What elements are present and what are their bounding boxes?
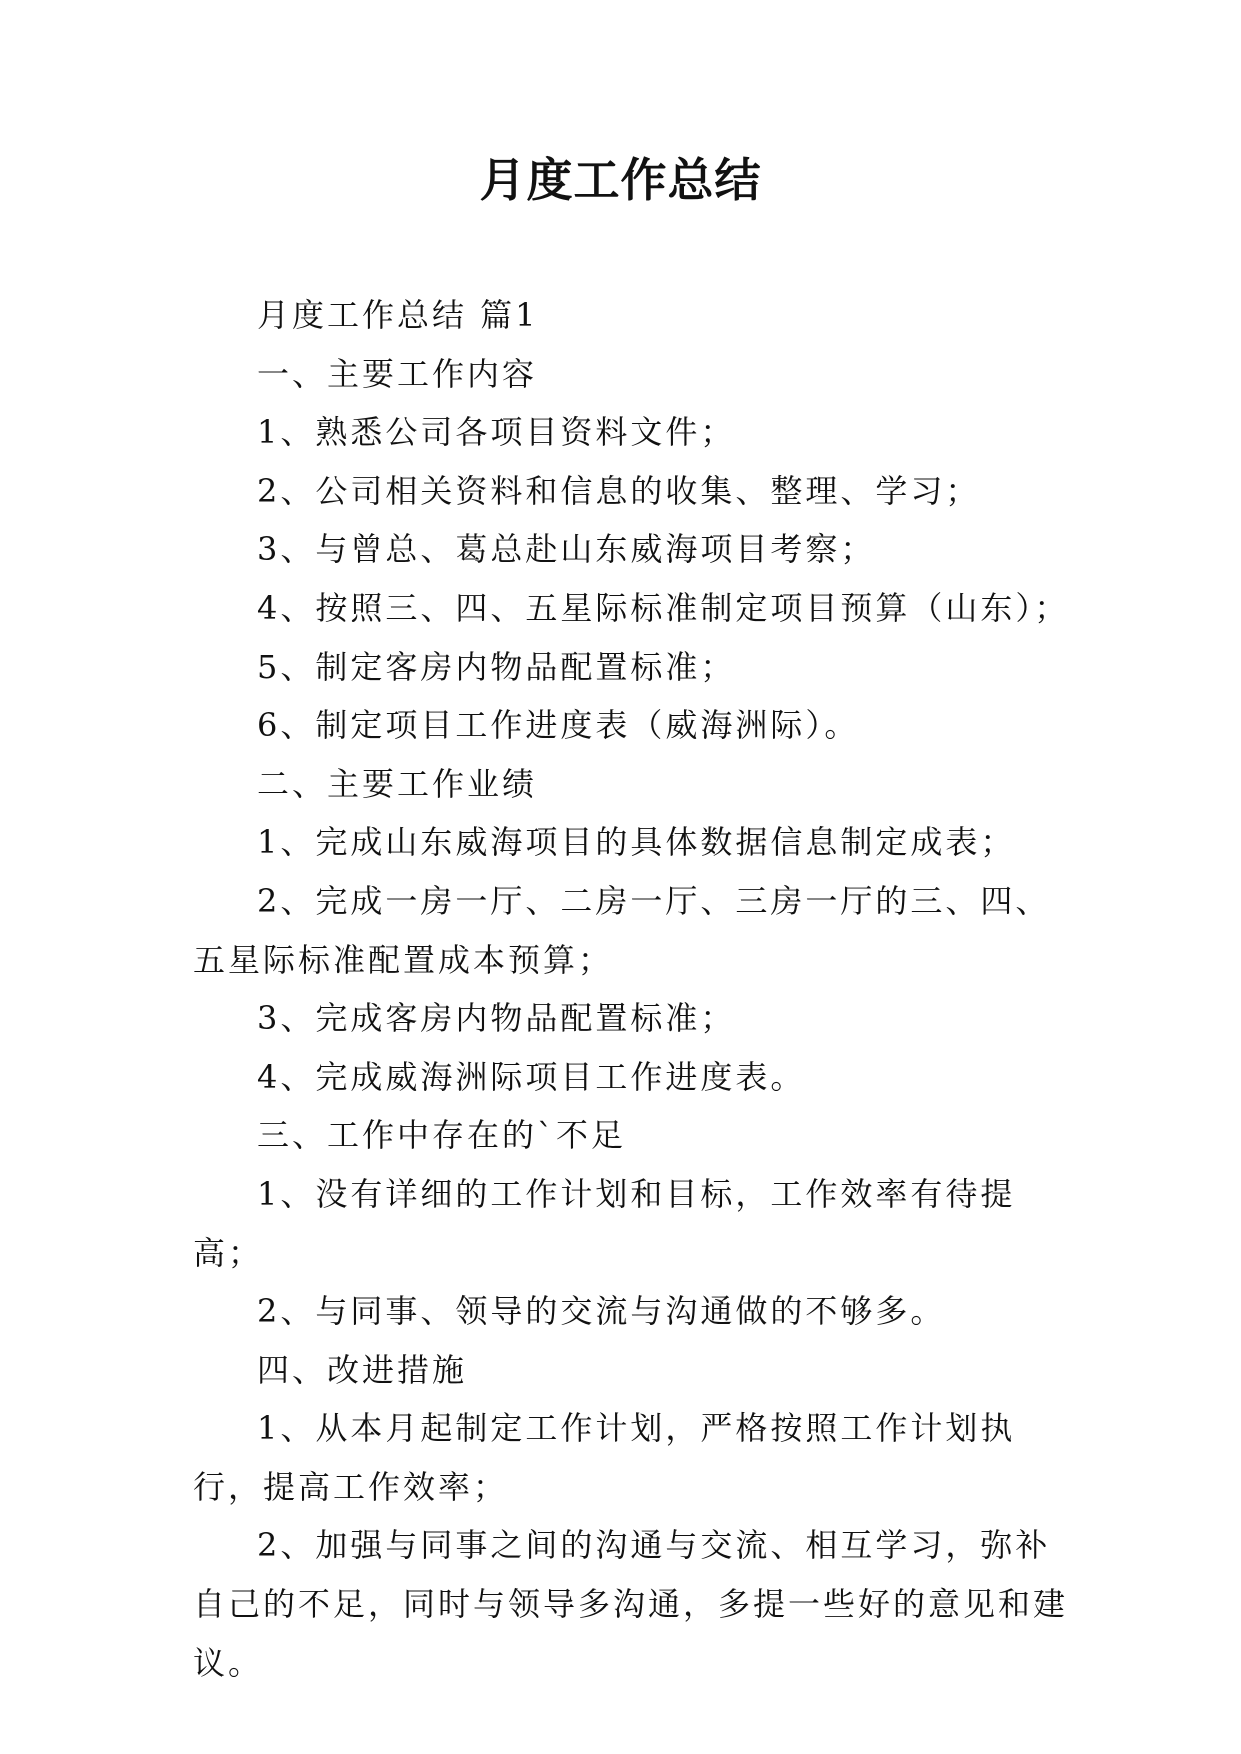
list-item: 1、没有详细的工作计划和目标，工作效率有待提高； bbox=[193, 1174, 1016, 1272]
section-heading-work-content: 一、主要工作内容 bbox=[257, 354, 538, 393]
section-heading-shortcomings: 三、工作中存在的`不足 bbox=[257, 1116, 627, 1155]
document-body bbox=[193, 286, 1073, 1692]
section-heading-article: 月度工作总结 篇1 bbox=[257, 296, 539, 334]
list-item: 1、熟悉公司各项目资料文件； bbox=[257, 413, 736, 452]
list-item: 2、加强与同事之间的沟通与交流、相互学习，弥补自己的不足，同时与领导多沟通，多提一些好的意见和建议。 bbox=[193, 1526, 1069, 1682]
list-item: 3、与曾总、葛总赴山东威海项目考察； bbox=[257, 530, 876, 569]
list-item: 1、从本月起制定工作计划，严格按照工作计划执行，提高工作效率； bbox=[193, 1409, 1016, 1506]
list-item: 5、制定客房内物品配置标准； bbox=[257, 647, 736, 686]
document-title: 月度工作总结 bbox=[479, 153, 762, 207]
list-item: 3、完成客房内物品配置标准； bbox=[257, 999, 736, 1038]
list-item: 2、完成一房一厅、二房一厅、三房一厅的三、四、五星际标准配置成本预算； bbox=[193, 881, 1051, 979]
list-item: 6、制定项目工作进度表（威海洲际）。 bbox=[257, 706, 860, 745]
list-item: 2、公司相关资料和信息的收集、整理、学习； bbox=[257, 471, 981, 510]
section-heading-achievements: 二、主要工作业绩 bbox=[257, 764, 538, 803]
list-item: 1、完成山东威海项目的具体数据信息制定成表； bbox=[257, 823, 1016, 862]
section-heading-improvements: 四、改进措施 bbox=[257, 1350, 468, 1389]
list-item: 2、与同事、领导的交流与沟通做的不够多。 bbox=[257, 1292, 946, 1331]
list-item: 4、按照三、四、五星际标准制定项目预算（山东）； bbox=[257, 588, 1070, 627]
list-item: 4、完成威海洲际项目工作进度表。 bbox=[257, 1057, 806, 1096]
